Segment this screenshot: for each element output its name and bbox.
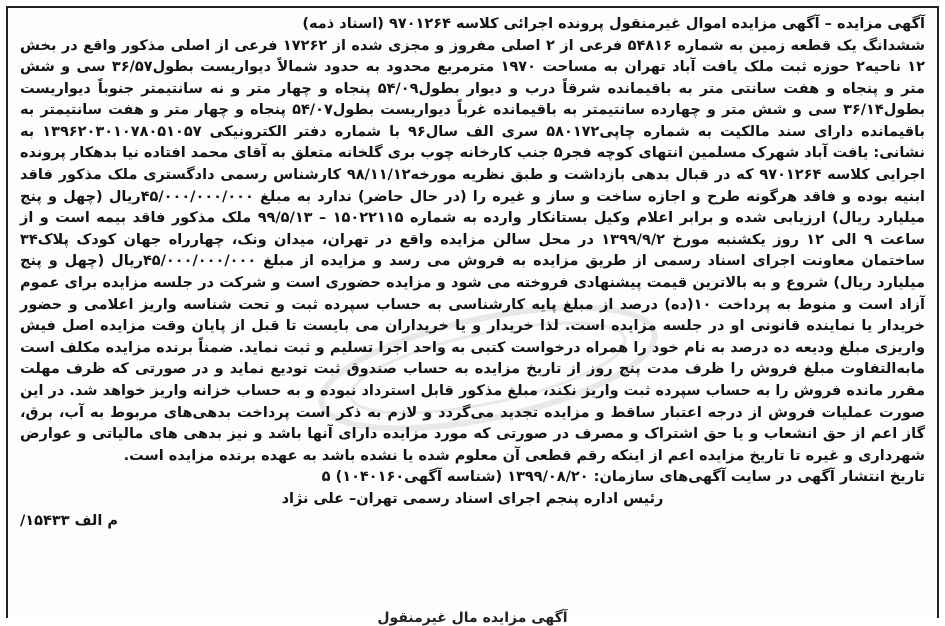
notice-content <box>20 14 925 532</box>
next-notice-title-fragment: آگهی مزایده مال غیرمنقول <box>377 610 568 626</box>
reference-code: م الف ۱۵۴۳۳/ <box>20 512 118 529</box>
notice-title: آگهی مزایده – آگهی مزایده اموال غیرمنقول پرونده اجرائی کلاسه ۹۷۰۱۲۶۴ (اسناد ذمه) <box>302 16 925 32</box>
publication-date-line: تاریخ انتشار آگهی در سایت آگهی‌های سازمان: ۱۳۹۹/۰۸/۲۰ (شناسه آگهی۱۰۴۰۱۶۰) ۵ <box>321 469 925 486</box>
newspaper-clipping-frame <box>6 6 939 626</box>
signature-line: رئیس اداره پنجم اجرای اسناد رسمی تهران– علی نژاد <box>281 490 664 507</box>
notice-body: ششدانگ یک قطعه زمین به شماره ۵۴۸۱۶ فرعی از ۲ اصلی مفروز و مجزی شده از ۱۷۲۶۲ فرعی از اصلی مذکور واقع در بخش ۱۲ ناحیه۲ حوزه ثبت ملک یافت آباد تهران به مساحت ۱۹۷۰ مترمربع محدود به حدود شمالاً دیواریست بطول۳۶/۵۷ سی و شش متر و پنجاه و هفت سانتی متر به باقیمانده شرقاً درب و دیوار بطول۵۴/۰۹ پنجاه و چهار متر و نه سانتیمتر جنوباً دیواریست بطول۳۶/۱۴ سی و شش متر و چهارده سانتیمتر به باقیمانده غرباً دیواریست بطول۵۴/۰۷ پنجاه و چهار متر و هفت سانتیمتر به باقیمانده دارای سند مالکیت به شماره چاپی۵۸۰۱۷۲ سری الف سال۹۶ با شماره دفتر الکترونیکی ۱۳۹۶۲۰۳۰۱۰۷۸۰۵۱۰۵۷ به نشانی: یافت آباد شهرک مسلمین انتهای کوچه فجر۵ جنب کارخانه چوب بری گلخانه متعلق به آقای محمد افتاده نیا بدهکار پرونده اجرایی کلاسه ۹۷۰۱۲۶۴ که در قبال بدهی بازداشت و طبق نظریه مورخه۹۸/۱۱/۱۲ کارشناس رسمی دادگستری ملک مذکور فاقد ابنیه بوده و فاقد هرگونه طرح و اجازه ساخت و ساز و غیره را (در حال حاضر) ندارد به مبلغ ۴۵/۰۰۰/۰۰۰/۰۰۰ریال (چهل و پنج میلیارد ریال) ارزیابی شده و برابر اعلام وکیل بستانکار وارده به شماره ۱۵۰۲۲۱۱۵ – ۹۹/۵/۱۳ ملک مذکور فاقد بیمه است و از ساعت ۹ الی ۱۲ روز یکشنبه مورخ ۱۳۹۹/۹/۲ در محل سالن مزایده واقع در تهران، میدان ونک، چهارراه جهان کودک پلاک۳۴ ساختمان معاونت اجرای اسناد رسمی از طریق مزایده به فروش می رسد و مزایده از مبلغ ۴۵/۰۰۰/۰۰۰/۰۰۰ریال (چهل و پنج میلیارد ریال) شروع و به بالاترین قیمت پیشنهادی فروخته می شود و مزایده حضوری است و شرکت در جلسه مزایده برای عموم آزاد است و منوط به پرداخت ۱۰(ده) درصد از مبلغ پایه کارشناسی به حساب سپرده ثبت و تحت شناسه واریز اعلامی و حضور خریدار یا نماینده قانونی او در جلسه مزایده است. لذا خریدار و یا خریداران می بایست تا قبل از پایان وقت مزایده اصل فیش واریزی مبلغ ودیعه ده درصد به نام خود را همراه درخواست کتبی به واحد اجرا تسلیم و ثبت نماید. ضمناً برنده مزایده مکلف است مابه‌التفاوت مبلغ فروش را ظرف مدت پنج روز از تاریخ مزایده به حساب صندوق ثبت تودیع نماید و در صورتی که ظرف مهلت مقرر مانده فروش را به حساب سپرده ثبت واریز نکند، مبلغ مذکور قابل استرداد نبوده و به حساب خزانه واریز خواهد شد. در این صورت عملیات فروش از درجه اعتبار ساقط و مزایده تجدید می‌گردد و لازم به ذکر است پرداخت بدهی‌های مربوط به آب، برق، گاز اعم از حق انشعاب و یا حق اشتراک و مصرف در صورتی که مورد مزایده دارای آنها باشد و نیز بدهی های مالیاتی و عوارض شهرداری و غیره تا تاریخ مزایده اعم از اینکه رقم قطعی آن معلوم شده یا نشده باشد به عهده برنده مزایده است. <box>20 37 926 464</box>
